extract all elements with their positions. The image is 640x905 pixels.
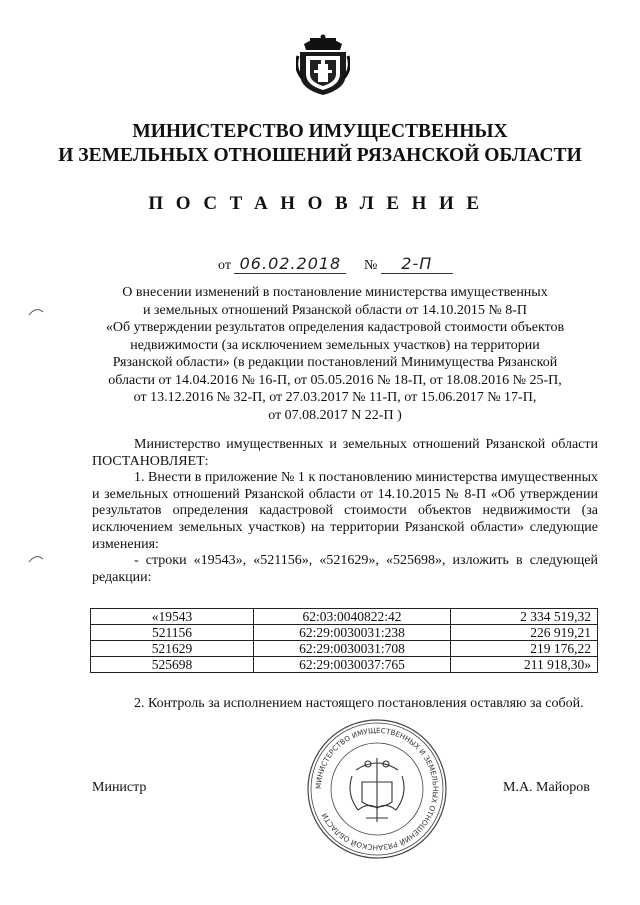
subject-line: от 07.08.2017 N 22-П ) xyxy=(268,407,402,423)
seal-text: МИНИСТЕРСТВО ИМУЩЕСТВЕННЫХ И ЗЕМЕЛЬНЫХ ОТНОШЕНИЙ РЯЗАНСКОЙ ОБЛАСТИ xyxy=(313,725,441,853)
item-1-sub-paragraph: - строки «19543», «521156», «521629», «525698», изложить в следующей редакции: xyxy=(92,553,598,585)
table-row xyxy=(91,641,598,657)
table-row xyxy=(91,625,598,641)
document-number: 2-П xyxy=(381,254,453,274)
ministry-name-line-2: И ЗЕМЕЛЬНЫХ ОТНОШЕНИЙ РЯЗАНСКОЙ ОБЛАСТИ xyxy=(58,145,582,166)
table-cell-value: 211 918,30» xyxy=(451,657,598,673)
table-cell-value: 219 176,22 xyxy=(451,641,598,657)
document-date: 06.02.2018 xyxy=(234,254,346,274)
signatory-name: М.А. Майоров xyxy=(503,780,590,795)
document-subject xyxy=(92,284,578,424)
table-cell-id: «19543 xyxy=(91,609,254,625)
subject-line: недвижимости (за исключением земельных участков) на территории xyxy=(130,337,540,353)
resolution-body xyxy=(92,437,598,586)
subject-line: О внесении изменений в постановление министерства имущественных xyxy=(122,285,548,300)
item-1-paragraph: 1. Внести в приложение № 1 к постановлению министерства имущественных и земельных отношений Рязанской области от 14.10.2015 № 8-П «Об утверждении результатов определения кадастровой стоимости объектов недвижимости (за исключением земельных участков) на территории Рязанской области» следующие изменения: xyxy=(92,470,598,552)
control-clause: 2. Контроль за исполнением настоящего постановления оставляю за собой. xyxy=(134,696,584,711)
table-cell-id: 521156 xyxy=(91,625,254,641)
subject-line: от 13.12.2016 № 32-П, от 27.03.2017 № 11-П, от 15.06.2017 № 17-П, xyxy=(133,390,537,405)
item-2-paragraph xyxy=(92,696,598,713)
punch-mark-icon xyxy=(28,553,44,563)
document-title: ПОСТАНОВЛЕНИЕ xyxy=(148,193,492,214)
signatory-position: Министр xyxy=(92,780,147,795)
table-cell-value: 2 334 519,32 xyxy=(451,609,598,625)
subject-line: Рязанской области» (в редакции постановлений Минимущества Рязанской xyxy=(112,355,558,370)
table-cell-cadastral-number: 62:29:0030031:238 xyxy=(254,625,451,641)
intro-paragraph: Министерство имущественных и земельных отношений Рязанской области ПОСТАНОВЛЯЕТ: xyxy=(92,437,598,469)
coat-of-arms-icon xyxy=(296,34,350,96)
date-line xyxy=(218,254,453,274)
ministry-name-line-1: МИНИСТЕРСТВО ИМУЩЕСТВЕННЫХ xyxy=(132,121,508,142)
table-row xyxy=(91,657,598,673)
table-cell-value: 226 919,21 xyxy=(451,625,598,641)
punch-mark-icon xyxy=(28,306,44,316)
table-cell-cadastral-number: 62:29:0030031:708 xyxy=(254,641,451,657)
table-cell-id: 525698 xyxy=(91,657,254,673)
table-cell-cadastral-number: 62:03:0040822:42 xyxy=(254,609,451,625)
number-label: № xyxy=(363,258,378,273)
table-cell-id: 521629 xyxy=(91,641,254,657)
official-seal-icon xyxy=(306,718,448,860)
subject-line: области от 14.04.2016 № 16-П, от 05.05.2016 № 18-П, от 18.08.2016 № 25-П, xyxy=(108,372,562,388)
table-cell-cadastral-number: 62:29:0030037:765 xyxy=(254,657,451,673)
subject-line: и земельных отношений Рязанской области от 14.10.2015 № 8-П xyxy=(142,302,528,318)
subject-line: «Об утверждении результатов определения кадастровой стоимости объектов xyxy=(105,320,565,335)
table-row xyxy=(91,609,598,625)
date-label: от xyxy=(218,258,231,273)
cadastral-table xyxy=(90,608,598,673)
